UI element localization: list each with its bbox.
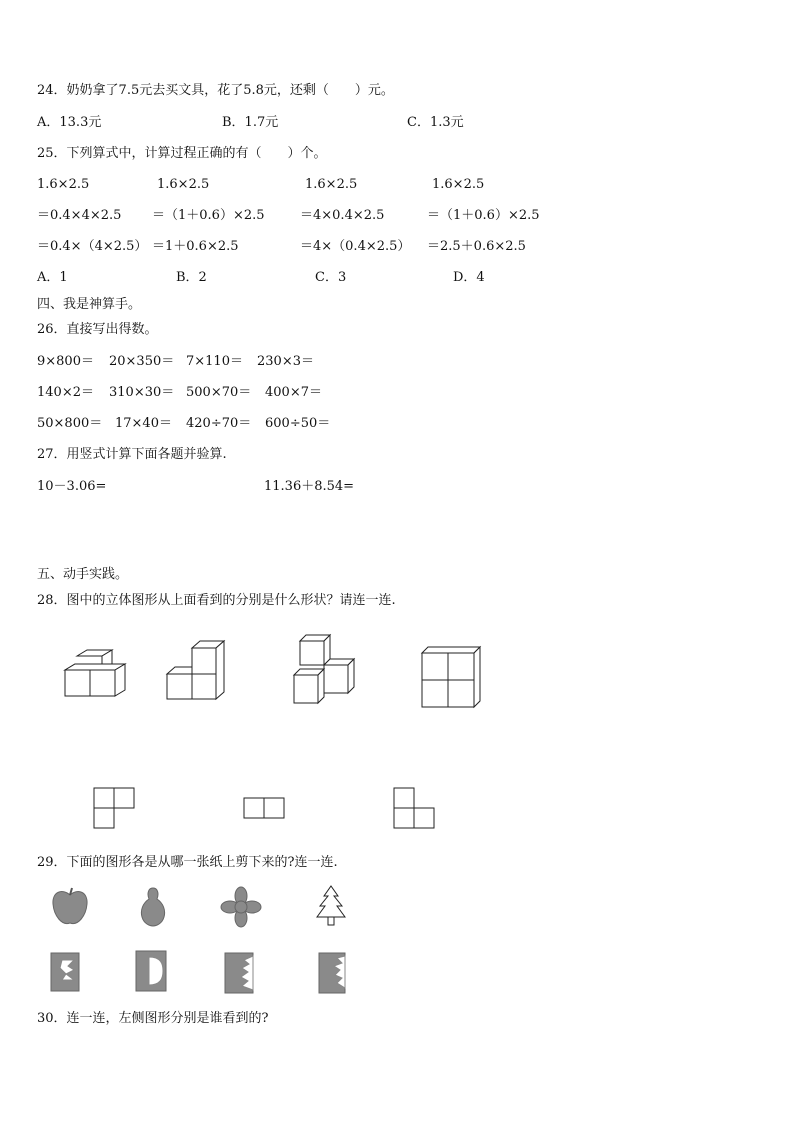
q25-option-b: B．2 xyxy=(176,270,207,285)
q25-calc-1-line-2: ＝0.4×4×2.5 xyxy=(37,208,122,223)
q26-stem: 26．直接写出得数。 xyxy=(37,322,158,337)
q25-option-c: C．3 xyxy=(315,270,347,285)
q27-item-1: 10－3.06= xyxy=(37,479,107,494)
paper-sheet-1-icon xyxy=(48,950,84,994)
paper-sheet-2-icon xyxy=(133,948,169,994)
section-4-heading: 四、我是神算手。 xyxy=(37,297,142,312)
q27-stem: 27．用竖式计算下面各题并验算. xyxy=(37,447,227,462)
solid-figure-3 xyxy=(290,635,362,705)
q25-calc-4-line-3: ＝2.5＋0.6×2.5 xyxy=(427,239,526,254)
q25-calc-2-line-1: 1.6×2.5 xyxy=(157,177,210,192)
q25-calc-3-line-1: 1.6×2.5 xyxy=(305,177,358,192)
q26-item: 600÷50＝ xyxy=(265,416,331,431)
q26-item: 310×30＝ xyxy=(109,385,175,400)
q24-stem: 24．奶奶拿了7.5元去买文具，花了5.8元，还剩（ ）元。 xyxy=(37,83,394,98)
q24-option-b: B．1.7元 xyxy=(222,115,279,130)
q26-item: 17×40＝ xyxy=(115,416,172,431)
q26-item: 20×350＝ xyxy=(109,354,175,369)
q25-stem: 25．下列算式中，计算过程正确的有（ ）个。 xyxy=(37,146,327,161)
top-view-1 xyxy=(92,786,138,830)
paper-sheet-3-icon xyxy=(222,950,256,996)
q26-item: 9×800＝ xyxy=(37,354,94,369)
top-view-2 xyxy=(242,796,288,820)
solid-figure-4 xyxy=(418,645,484,711)
q26-item: 140×2＝ xyxy=(37,385,94,400)
q25-calc-2-line-3: ＝1＋0.6×2.5 xyxy=(152,239,239,254)
q26-item: 50×800＝ xyxy=(37,416,103,431)
tree-icon xyxy=(311,884,351,928)
solid-figure-1 xyxy=(60,650,130,700)
gourd-icon xyxy=(135,886,171,928)
solid-figure-2 xyxy=(162,640,232,702)
q26-item: 7×110＝ xyxy=(186,354,243,369)
q25-calc-1-line-3: ＝0.4×（4×2.5） xyxy=(37,239,148,254)
section-5-heading: 五、动手实践。 xyxy=(37,567,129,582)
q25-option-a: A．1 xyxy=(37,270,68,285)
q24-option-a: A．13.3元 xyxy=(37,115,102,130)
q30-stem: 30．连一连，左侧图形分别是谁看到的? xyxy=(37,1011,269,1026)
q26-item: 230×3＝ xyxy=(257,354,314,369)
q25-calc-3-line-3: ＝4×（0.4×2.5） xyxy=(300,239,411,254)
q25-calc-4-line-2: ＝（1＋0.6）×2.5 xyxy=(427,208,540,223)
q28-stem: 28．图中的立体图形从上面看到的分别是什么形状？请连一连. xyxy=(37,593,396,608)
q24-option-c: C．1.3元 xyxy=(407,115,464,130)
flower-icon xyxy=(220,886,262,928)
q27-item-2: 11.36＋8.54= xyxy=(264,479,355,494)
q25-calc-2-line-2: ＝（1＋0.6）×2.5 xyxy=(152,208,265,223)
paper-sheet-4-icon xyxy=(316,950,348,996)
top-view-3 xyxy=(392,786,438,830)
q26-item: 400×7＝ xyxy=(265,385,322,400)
q26-item: 420÷70＝ xyxy=(186,416,252,431)
q25-calc-4-line-1: 1.6×2.5 xyxy=(432,177,485,192)
q26-item: 500×70＝ xyxy=(186,385,252,400)
q29-stem: 29．下面的图形各是从哪一张纸上剪下来的?连一连. xyxy=(37,855,338,870)
apple-icon xyxy=(50,886,90,928)
q25-option-d: D．4 xyxy=(453,270,485,285)
q25-calc-1-line-1: 1.6×2.5 xyxy=(37,177,90,192)
q25-calc-3-line-2: ＝4×0.4×2.5 xyxy=(300,208,385,223)
